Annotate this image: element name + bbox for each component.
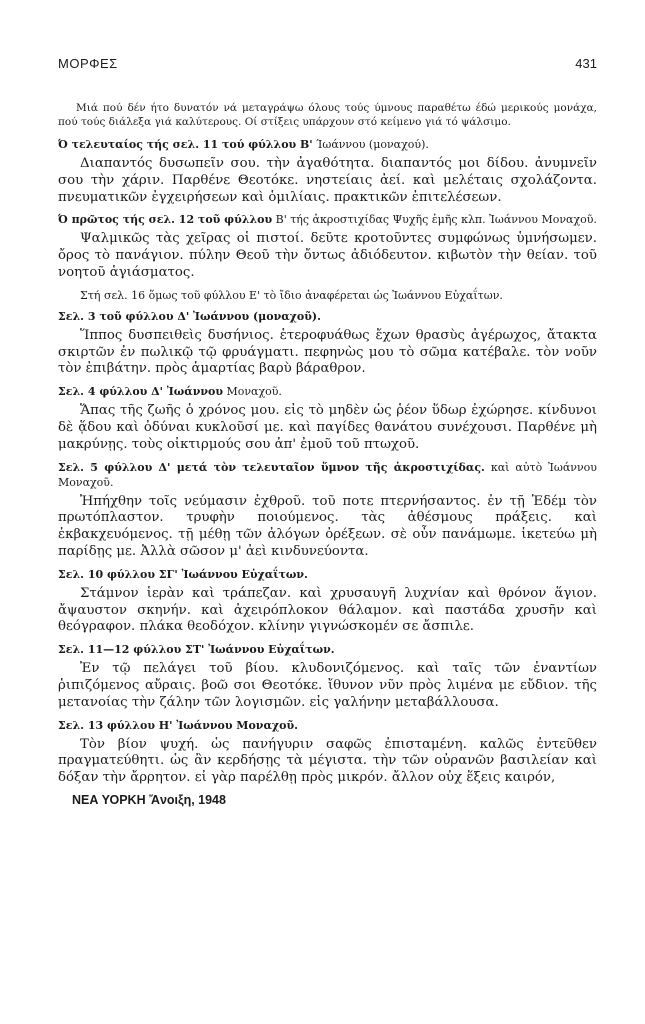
reference-bold: Σελ. 5 φύλλου Δ' μετά τὸν τελευταῖον ὕμνον τῆς ἀκροστιχίδας. [58,460,485,474]
reference-bold: Σελ. 13 φύλλου Η' Ἰωάννου Μοναχοῦ. [58,718,298,732]
reference-bold: Ό πρῶτος τής σελ. 12 τοῦ φύλλου [58,213,273,227]
reference-rest: Στή σελ. 16 ὅμως τοῦ φύλλου Ε' τὸ ἴδιο ἀναφέρεται ὡς Ἰωάννου Εὐχαΐτων. [80,288,503,302]
reference-bold: Σελ. 10 φύλλου ΣΓ' Ἰωάννου Εὐχαΐτων. [58,567,308,581]
hymn-text: Ἅπας τῆς ζωῆς ὁ χρόνος μου. εἰς τὸ μηδὲν ὡς ῥέον ὕδωρ ἐχώρησε. κίνδυνοι δὲ ᾅδου καὶ ὀδύναι κυκλοῦσί με. καὶ παγίδες θανάτου συνέχουσι. Παρθένε μὴ μακρύνῃς. τοὺς οἰκτιρμούς σου ἀπ' ἐμοῦ τοῦ πτωχοῦ. [58,403,597,452]
reference-rest: καὶ αὐτὸ Ἰωάννου Μοναχοῦ. [58,460,597,489]
attribution-note [58,288,597,303]
hymn-reference [58,137,597,152]
reference-bold: Σελ. 11—12 φύλλου ΣΤ' Ἰωάννου Εὐχαΐτων. [58,643,335,657]
hymn-text: Ἵππος δυσπειθεὶς δυσήνιος. ἑτεροφυάθως ἔχων θρασὺς ἀγέρωχος, ἄτακτα σκιρτῶν ἐν πωλικῷ τῷ φρυάγματι. πεφηνὼς μου τὸ σῶμα κατέβαλε. τὸν νοῦν τὸν ἐπιβάτην. πρὸς ἁμαρτίας βαρὺ βάραθρον. [58,327,597,377]
reference-bold: Σελ. 3 τοῦ φύλλου Δ' Ἰωάννου (μοναχοῦ). [58,309,321,323]
hymn-section-4 [58,384,597,453]
reference-bold: Σελ. 4 φύλλου Δ' Ἰωάννου [58,385,223,399]
hymn-reference [58,384,597,399]
hymn-text: Στάμνον ἱερὰν καὶ τράπεζαν. καὶ χρυσαυγῆ λυχνίαν καὶ θρόνον ἅγιον. ἄψαυστον σκηνήν. καὶ ἀχειρόπλοκον θάλαμον. καὶ παστάδα χρυσῆν καὶ θεόγραφον. πλάκα θεοδόχον. κλίνην γιγνώσκομέν σε ἄσπιλε. [58,585,597,635]
hymn-reference [58,567,597,582]
page-number: 431 [575,56,597,71]
hymn-reference [58,718,597,733]
hymn-text: Διαπαντός δυσωπεῖν σου. τὴν ἀγαθότητα. διαπαντός μοι δίδου. ἀνυμνεῖν σου τὴν χάριν. Παρθένε Θεοτόκε. νηστείαις ἀεί. καὶ μελέταις σχολάζοντα. πνευματικῶν ἐγχειρήσεων καὶ ὁμιλίαις. πρακτικῶν ἐπιτελέσεων. [58,156,597,205]
hymn-reference [58,642,597,657]
hymn-section-7 [58,642,597,711]
editor-note: Μιά πού δέν ήτο δυνατόν νά μεταγράψω όλους τούς ύμνους παραθέτω έδώ μερικούς μονάχα, πού τούς διάλεξα γιά καλύτερους. Οί στίξεις υπάρχουν στό κείμενο γιά τό ψάλσιμο. [58,102,597,128]
hymn-reference [58,309,597,324]
hymn-text: Ἐν τῷ πελάγει τοῦ βίου. κλυδονιζόμενος. καὶ ταῖς τῶν ἐναντίων ῥιπιζόμενος αὔραις. βοῶ σοι Θεοτόκε. ἴθυνον νῦν πρὸς λιμένα με εὔδιον. τῆς μετανοίας τὴν ζάλην τῶν λογισμῶν. εἰς γαλήνην μεταβάλλουσα. [58,661,597,710]
hymn-section-5 [58,460,597,561]
reference-rest: Β' τής ἀκροστιχίδας Ψυχῆς ἐμῆς κλπ. Ἰωάννου Μοναχοῦ. [272,213,597,227]
hymn-reference [58,212,597,227]
reference-rest: Μοναχοῦ. [222,385,282,399]
hymn-section-8 [58,718,597,787]
hymn-text: Τὸν βίον ψυχή. ὡς πανήγυριν σαφῶς ἐπισταμένη. καλῶς ἐντεῦθεν πραγματεύθητι. ὡς ἂν κερδήσῃς τὰ μέγιστα. τὴν τῶν οὐρανῶν βασιλείαν καὶ δόξαν τὴν ἄρρητον. εἰ γὰρ παρέλθῃ πρὸς μικρόν. ἄλλον οὐχ ἕξεις καιρόν, [58,736,597,786]
running-head-title: ΜΟΡΦΕΣ [58,56,118,71]
running-head [58,56,597,71]
hymn-section-6 [58,567,597,636]
hymn-text: Ἠπήχθην τοῖς νεύμασιν ἐχθροῦ. τοῦ ποτε πτερνήσαντος. ἐν τῇ Ἐδέμ τὸν πρωτόπλαστον. τρυφὴν ποιούμενος. τὰς ἀθέσμους πράξεις. καὶ ἐκβακχευόμενος. τῇ μέθῃ τῶν ἀλόγων ὀρέξεων. σὲ οὖν πανάμωμε. ἱκετεύω μὴ παρίδῃς με. Ἀλλὰ σῶσον μ' ἀεὶ κινδυνεύοντα. [58,493,597,559]
hymn-text: Ψαλμικῶς τὰς χεῖρας οἱ πιστοί. δεῦτε κροτοῦντες συμφώνως ὑμνήσωμεν. ὄρος τὸ πανάγιον. πύλην Θεοῦ τὴν ὄντως ἀδιόδευτον. κιβωτὸν τὴν θείαν. τοῦ νοητοῦ ἁγιάσματος. [58,231,597,280]
hymn-section-1 [58,137,597,206]
reference-bold: Ό τελευταίος τής σελ. 11 τού φύλλου Β' [58,138,313,151]
hymn-reference [58,460,597,490]
place-date-signature: ΝΕΑ ΥΟΡΚΗ Ἄνοιξη, 1948 [72,792,226,807]
attribution-text [58,288,597,303]
hymn-section-3 [58,309,597,378]
reference-rest: Ίωάννου (μοναχού). [312,138,429,151]
hymn-section-2 [58,212,597,281]
